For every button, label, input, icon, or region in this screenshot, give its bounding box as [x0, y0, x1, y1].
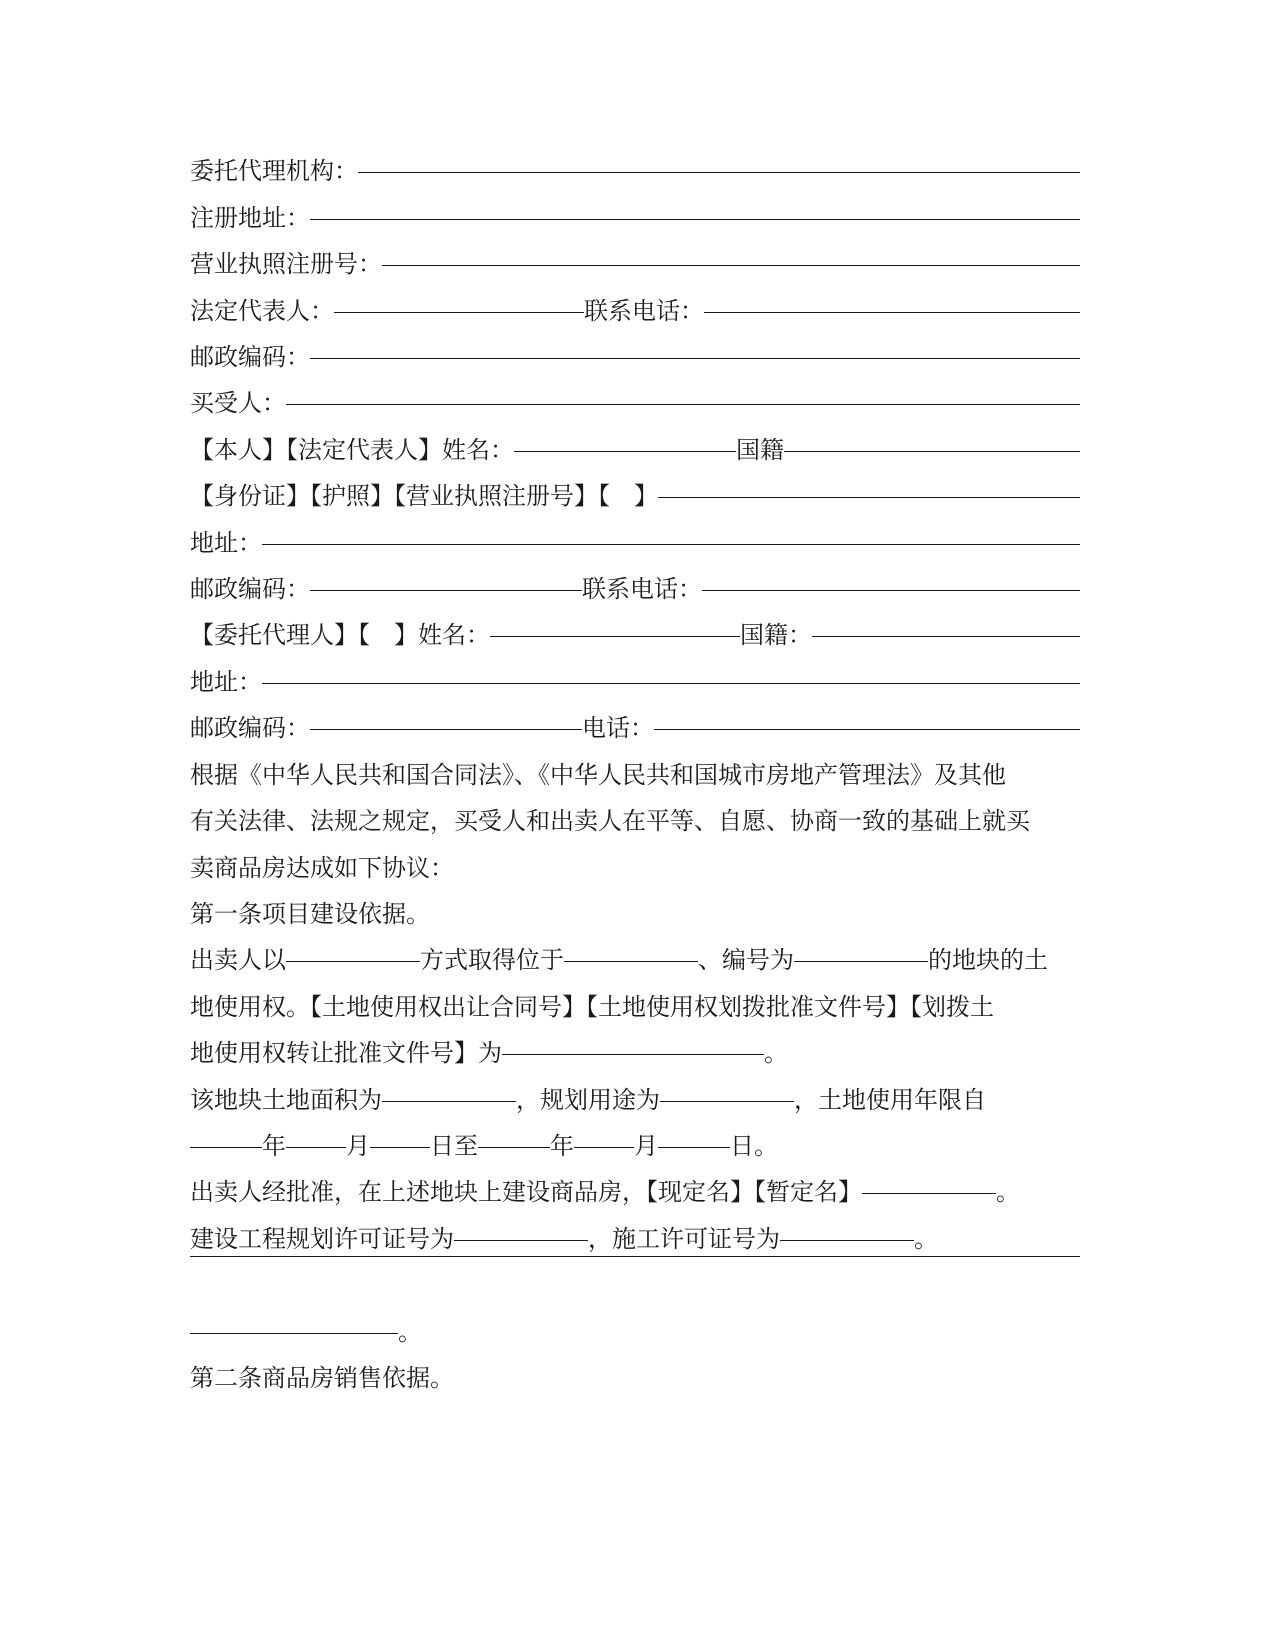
- buyer-blank[interactable]: [286, 404, 1080, 405]
- land-use-blank[interactable]: [660, 1101, 794, 1102]
- license-number-line: [190, 241, 1080, 287]
- agent-name-label: 【委托代理人】【 】姓名：: [190, 621, 490, 649]
- end-day-blank[interactable]: [658, 1147, 730, 1148]
- agent-org-label: 委托代理机构：: [190, 157, 358, 185]
- land-source-line: [190, 937, 1080, 983]
- article-2-heading: [190, 1355, 1080, 1401]
- construction-permit-text: ，施工许可证号为: [588, 1225, 780, 1253]
- year-label-1: 年: [262, 1132, 286, 1160]
- license-number-blank[interactable]: [382, 265, 1080, 266]
- land-area-blank[interactable]: [382, 1101, 516, 1102]
- free-text-line-1: [190, 1262, 1080, 1308]
- free-text-end: 。: [398, 1318, 422, 1346]
- building-name-end: 。: [996, 1178, 1020, 1206]
- preamble-text-3: 卖商品房达成如下协议：: [190, 854, 454, 882]
- buyer-phone-blank[interactable]: [702, 590, 1080, 591]
- preamble-line-1: [190, 752, 1080, 798]
- agent-org-blank[interactable]: [358, 172, 1080, 173]
- end-month-blank[interactable]: [574, 1147, 634, 1148]
- legal-rep-blank[interactable]: [334, 312, 584, 313]
- legal-rep-line: [190, 288, 1080, 334]
- year-label-2: 年: [550, 1132, 574, 1160]
- license-number-label: 营业执照注册号：: [190, 250, 382, 278]
- registered-address-line: [190, 195, 1080, 241]
- buyer-label: 买受人：: [190, 389, 286, 417]
- transfer-doc-line: [190, 1030, 1080, 1076]
- transfer-doc-end: 。: [764, 1039, 788, 1067]
- planning-permit-blank[interactable]: [454, 1240, 588, 1241]
- transfer-doc-blank[interactable]: [502, 1054, 764, 1055]
- agent-nationality-blank[interactable]: [812, 636, 1080, 637]
- land-term-text: ，土地使用年限自: [794, 1086, 986, 1114]
- day-to-label: 日至: [430, 1132, 478, 1160]
- start-month-blank[interactable]: [286, 1147, 346, 1148]
- postcode-label: 邮政编码：: [190, 343, 310, 371]
- transfer-doc-text: 地使用权转让批准文件号】为: [190, 1039, 502, 1067]
- buyer-name-blank[interactable]: [514, 451, 736, 452]
- land-right-line: [190, 984, 1080, 1030]
- land-location-blank[interactable]: [564, 961, 698, 962]
- buyer-name-label: 【本人】【法定代表人】姓名：: [190, 436, 514, 464]
- free-text-blank-2[interactable]: [190, 1333, 398, 1334]
- legal-rep-label: 法定代表人：: [190, 297, 334, 325]
- preamble-line-2: [190, 798, 1080, 844]
- buyer-address-blank[interactable]: [262, 544, 1080, 545]
- registered-address-label: 注册地址：: [190, 204, 310, 232]
- agent-org-line: [190, 148, 1080, 194]
- land-right-text: 地使用权。【土地使用权出让合同号】【土地使用权划拨批准文件号】【划拨土: [190, 993, 994, 1021]
- permit-end: 。: [914, 1225, 938, 1253]
- id-type-label: 【身份证】【护照】【营业执照注册号】【 】: [190, 482, 658, 510]
- buyer-line: [190, 380, 1080, 426]
- building-name-text: 出卖人经批准，在上述地块上建设商品房，【现定名】【暂定名】: [190, 1178, 862, 1206]
- agent-address-line: [190, 659, 1080, 705]
- month-label-1: 月: [346, 1132, 370, 1160]
- buyer-address-label: 地址：: [190, 529, 262, 557]
- building-name-blank[interactable]: [862, 1193, 996, 1194]
- term-dates-line: [190, 1123, 1080, 1169]
- phone-blank[interactable]: [704, 312, 1080, 313]
- land-area-text: 该地块土地面积为: [190, 1086, 382, 1114]
- registered-address-blank[interactable]: [310, 219, 1080, 220]
- agent-postcode-blank[interactable]: [310, 729, 582, 730]
- nationality-label: 国籍: [736, 436, 784, 464]
- agent-address-blank[interactable]: [262, 683, 1080, 684]
- agent-phone-blank[interactable]: [654, 729, 1080, 730]
- buyer-name-line: [190, 427, 1080, 473]
- construction-permit-blank[interactable]: [780, 1240, 914, 1241]
- buyer-address-line: [190, 520, 1080, 566]
- nationality-blank[interactable]: [784, 451, 1080, 452]
- buyer-postcode-label: 邮政编码：: [190, 575, 310, 603]
- postcode-line: [190, 334, 1080, 380]
- start-day-blank[interactable]: [370, 1147, 430, 1148]
- phone-label: 联系电话：: [584, 297, 704, 325]
- agent-postcode-line: [190, 705, 1080, 751]
- land-source-text-a: 出卖人以: [190, 946, 286, 974]
- land-number-blank[interactable]: [794, 961, 928, 962]
- agent-nationality-label: 国籍：: [740, 621, 812, 649]
- agent-postcode-label: 邮政编码：: [190, 714, 310, 742]
- free-text-blank-1[interactable]: [190, 1256, 1080, 1257]
- article-1-title: 第一条项目建设依据。: [190, 900, 430, 928]
- start-year-blank[interactable]: [190, 1147, 262, 1148]
- agent-name-blank[interactable]: [490, 636, 740, 637]
- preamble-text-2: 有关法律、法规之规定，买受人和出卖人在平等、自愿、协商一致的基础上就买: [190, 807, 1030, 835]
- article-2-title: 第二条商品房销售依据。: [190, 1364, 454, 1392]
- acquire-method-blank[interactable]: [286, 961, 420, 962]
- land-source-text-b: 方式取得位于: [420, 946, 564, 974]
- land-area-line: [190, 1077, 1080, 1123]
- agent-name-line: [190, 612, 1080, 658]
- land-source-text-d: 的地块的土: [928, 946, 1048, 974]
- agent-address-label: 地址：: [190, 668, 262, 696]
- free-text-line-2: [190, 1309, 1080, 1355]
- id-type-line: [190, 473, 1080, 519]
- planning-permit-text: 建设工程规划许可证号为: [190, 1225, 454, 1253]
- building-name-line: [190, 1169, 1080, 1215]
- day-label-2: 日。: [730, 1132, 778, 1160]
- article-1-heading: [190, 891, 1080, 937]
- buyer-phone-label: 联系电话：: [582, 575, 702, 603]
- buyer-postcode-blank[interactable]: [310, 590, 582, 591]
- postcode-blank[interactable]: [310, 358, 1080, 359]
- buyer-postcode-line: [190, 566, 1080, 612]
- preamble-line-3: [190, 845, 1080, 891]
- land-use-text: ，规划用途为: [516, 1086, 660, 1114]
- end-year-blank[interactable]: [478, 1147, 550, 1148]
- month-label-2: 月: [634, 1132, 658, 1160]
- agent-phone-label: 电话：: [582, 714, 654, 742]
- land-source-text-c: 、编号为: [698, 946, 794, 974]
- preamble-text-1: 根据《中华人民共和国合同法》、《中华人民共和国城市房地产管理法》及其他: [190, 761, 1006, 789]
- id-number-blank[interactable]: [658, 497, 1080, 498]
